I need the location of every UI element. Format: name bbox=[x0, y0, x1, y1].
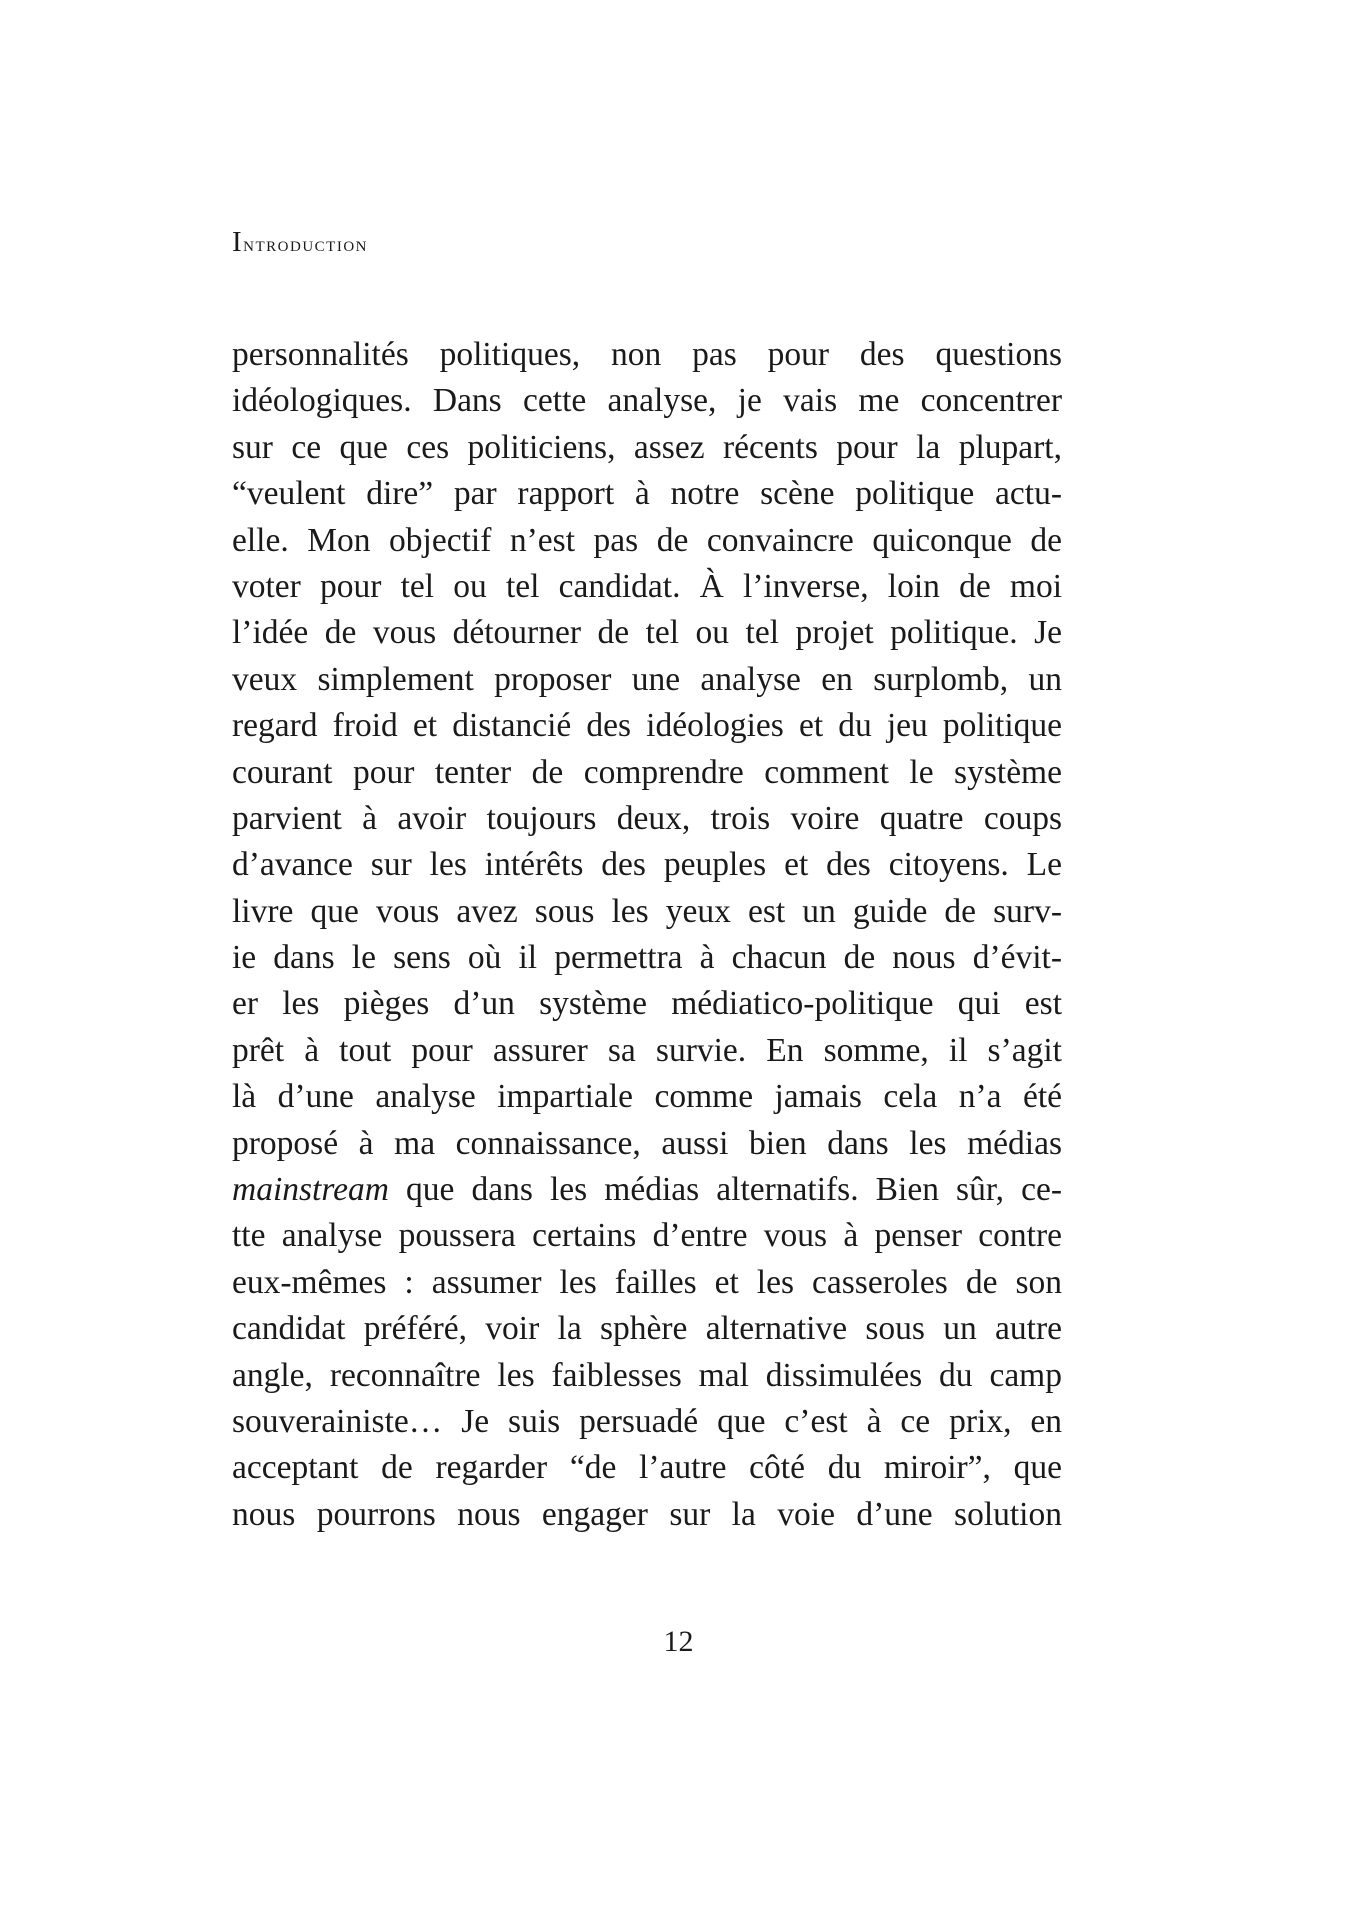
text-line: er les pièges d’un système médiatico-politique qui est bbox=[232, 985, 1062, 1023]
text-line: eux-mêmes : assumer les failles et les casseroles de son bbox=[232, 1263, 1062, 1301]
text-line: candidat préféré, voir la sphère alternative sous un autre bbox=[232, 1310, 1062, 1348]
text-line: prêt à tout pour assurer sa survie. En somme, il s’agit bbox=[232, 1031, 1062, 1069]
text-line: livre que vous avez sous les yeux est un guide de surv- bbox=[232, 892, 1062, 930]
text-line: elle. Mon objectif n’est pas de convaincre quiconque de bbox=[232, 521, 1062, 559]
text-line: acceptant de regarder “de l’autre côté du miroir”, que bbox=[232, 1449, 1062, 1487]
text-line: angle, reconnaître les faiblesses mal dissimulées du camp bbox=[232, 1356, 1062, 1394]
text-line: courant pour tenter de comprendre comment le système bbox=[232, 753, 1062, 791]
text-line: proposé à ma connaissance, aussi bien dans les médias bbox=[232, 1124, 1062, 1162]
text-line: parvient à avoir toujours deux, trois voire quatre coups bbox=[232, 799, 1062, 837]
text-line: regard froid et distancié des idéologies et du jeu politique bbox=[232, 707, 1062, 745]
text-line: voter pour tel ou tel candidat. À l’inverse, loin de moi bbox=[232, 567, 1062, 605]
text-line: personnalités politiques, non pas pour des questions bbox=[232, 336, 1062, 373]
page-number: 12 bbox=[663, 1625, 694, 1658]
text-line: d’avance sur les intérêts des peuples et des citoyens. Le bbox=[232, 846, 1062, 884]
text-line: là d’une analyse impartiale comme jamais cela n’a été bbox=[232, 1078, 1062, 1116]
text-line: idéologiques. Dans cette analyse, je vais me concentrer bbox=[232, 382, 1062, 420]
text-line: souverainiste… Je suis persuadé que c’est à ce prix, en bbox=[232, 1402, 1062, 1440]
text-line: “veulent dire” par rapport à notre scène politique actu- bbox=[232, 475, 1062, 513]
text-line: tte analyse poussera certains d’entre vous à penser contre bbox=[232, 1217, 1062, 1255]
text-line: nous pourrons nous engager sur la voie d’une solution bbox=[232, 1495, 1062, 1533]
text-line: sur ce que ces politiciens, assez récents pour la plupart, bbox=[232, 428, 1062, 466]
text-line: l’idée de vous détourner de tel ou tel projet politique. Je bbox=[232, 614, 1062, 652]
text-line: ie dans le sens où il permettra à chacun de nous d’évit- bbox=[232, 939, 1062, 977]
text-line-italic bbox=[232, 1167, 1062, 1213]
running-head-rest: ntroduction bbox=[243, 231, 368, 256]
running-head bbox=[232, 226, 368, 259]
text-line: veux simplement proposer une analyse en surplomb, un bbox=[232, 660, 1062, 698]
running-head-initial: I bbox=[232, 226, 244, 258]
italic-term: mainstream bbox=[232, 1171, 389, 1209]
italic-line-rest: que dans les médias alternatifs. Bien sûr, ce- bbox=[388, 1171, 1062, 1209]
body-text bbox=[232, 332, 1062, 1538]
